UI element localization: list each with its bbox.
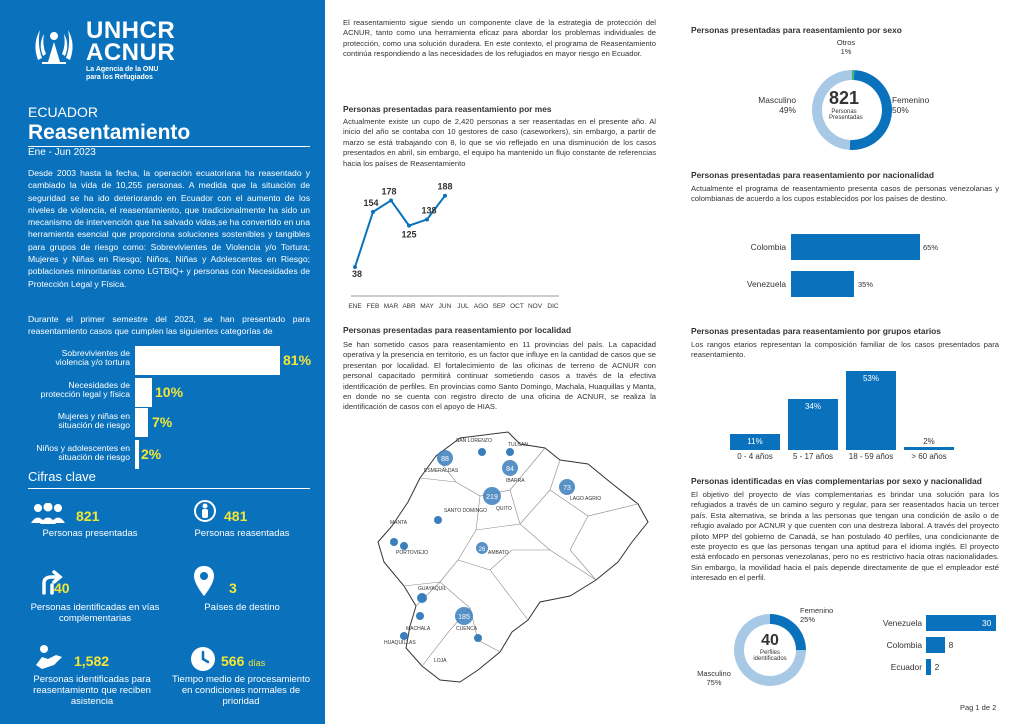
key-figure-label: Personas identificadas para reasentamiento que reciben asistencia [33,674,151,707]
data-label: 125 [401,229,417,240]
nationality-bar [791,271,854,297]
tick-label: JUN [438,303,452,310]
tick-label: AGO [473,303,489,310]
key-figure-value: 566 días [221,653,266,669]
data-label: 53% [862,373,879,383]
svg-text:AMBATO: AMBATO [488,550,509,556]
tick-label: JUL [457,303,469,310]
donut-label: Otros 1% [836,38,856,56]
donut-label: Femenino 25% [800,606,834,624]
key-figure-value: 481 [224,508,248,524]
date-label: Ene - Jun 2023 [28,147,96,158]
donut-center: 821 Personas Presentadas [828,88,863,121]
sex-chart-title: Personas presentadas para reasentamiento por sexo [691,25,902,35]
svg-text:QUITO: QUITO [496,506,512,512]
nationality-text: Actualmente el programa de reasentamiento presenta casos de personas venezolanas y colombianas de acuerdo a los cupos establecidos por los países de destino. [691,184,999,204]
complementary-bar-chart [864,615,1004,685]
svg-text:MANTA: MANTA [390,520,408,526]
category-label: Necesidades de protección legal y física [40,380,130,399]
donut-label: Masculino 49% [758,95,796,115]
svg-text:SANTO DOMINGO: SANTO DOMINGO [444,508,487,514]
data-label: 138 [421,205,437,216]
nationality-title: Personas presentadas para reasentamiento por nacionalidad [691,170,934,180]
assistance-hands-icon [34,643,64,678]
category-pct: 2% [141,446,162,462]
bar-value: 35% [858,280,874,289]
line-point [443,194,447,198]
svg-text:ESMERALDAS: ESMERALDAS [424,468,459,474]
key-figure-label: Personas reasentadas [194,528,290,539]
location-pin-icon [193,565,215,602]
svg-text:CUENCA: CUENCA [456,626,478,632]
category-pct: 7% [152,414,173,430]
key-figure-value: 40 [54,580,70,596]
page-number: Pag 1 de 2 [960,703,997,712]
svg-text:TULCAN: TULCAN [508,442,529,448]
tick-label: > 60 años [911,452,947,461]
map-marker-value: 73 [563,485,571,492]
data-label: 178 [381,186,397,197]
month-chart-title: Personas presentadas para reasentamiento por mes [343,104,552,114]
category-pct: 10% [155,384,184,400]
bar-label: Venezuela [882,618,922,628]
page-title: Reasentamiento [28,121,191,144]
category-bar [135,346,280,375]
intro-text: Desde 2003 hasta la fecha, la operación ecuatoriana ha reasentado y cambiado la vida de 10,255 personas. A medida que la situación de seguridad se ha ido deteriorando en Ecuador con el aumento de los niveles de violencia, el reasentamiento, que tradicionalmente ha sido un mecanismo de intervención que ha salvado vidas,se ha convertido en una herramienta esencial que proporciona soluciones sostenibles y tangibles para grupos de riesgo como: Sobrevivientes de Violencia y/o Tortura; Mujeres y Niñas en Riesgo; Niños, Niñas y Adolescentes en Riesgo; poblaciones minoritarias como LGTBIQ+ y personas con Necesidades de Protección Legal y Física. [28,168,310,289]
nationality-bar [791,234,920,260]
unhcr-logo-icon [28,20,80,77]
donut-label: Femenino 50% [892,95,930,115]
donut-label: Masculino 75% [697,669,731,687]
line-point [425,217,429,221]
map-marker-value: 84 [506,466,514,473]
tick-label: ENE [348,303,362,310]
tick-label: SEP [492,303,506,310]
key-figure-value: 821 [76,508,100,524]
data-label: 154 [363,197,379,208]
data-label: 2 [934,662,940,672]
key-figures-title: Cifras clave [28,469,96,484]
tick-label: 5 - 17 años [792,452,834,461]
tick-label: ABR [402,303,416,310]
month-chart-text: Actualmente existe un cupo de 2,420 personas a ser reasentadas en el presente año. Al inicio del año se contaba con 10 gestores de caso (caseworkers), sin embargo, a partir de marzo se está trabajando con 8, lo que se vio reflejado en una disminución de los casos presentados en abril, sin embargo, el equipo ha mantenido un flujo constante de referencias hacia los países de Reasentamiento [343,117,656,168]
category-label: Niños y adolescentes en situación de riesgo [36,443,130,462]
svg-text:HUAQUILLAS: HUAQUILLAS [384,640,416,646]
bar-value: 65% [923,243,939,252]
tick-label: MAY [420,303,434,310]
category-bar [135,378,152,407]
data-label: 38 [351,268,363,279]
svg-text:GUAYAQUIL: GUAYAQUIL [418,586,447,592]
bar-label: Colombia [886,640,922,650]
bar-label: Colombia [750,242,786,252]
line-point [407,224,411,228]
category-label: Mujeres y niñas en situación de riesgo [57,411,130,430]
key-figure-label: Personas identificadas en vías complementarias [30,602,160,624]
ecuador-map [360,430,660,700]
tick-label: 0 - 4 años [737,452,773,461]
svg-text:LAGO AGRIO: LAGO AGRIO [570,496,602,502]
svg-text:LOJA: LOJA [434,658,447,664]
age-bar [904,447,954,450]
key-figure-value: 3 [229,580,237,596]
month-line-chart [343,180,593,312]
age-text: Los rangos etarios representan la composición familiar de los casos presentados para reasentamiento. [691,340,999,360]
data-label: 2% [923,437,935,447]
key-figure-label: Tiempo medio de procesamiento en condiciones normales de prioridad [172,674,310,707]
category-bar [135,408,148,437]
complementary-title: Personas identificadas en vías complementarias por sexo y nacionalidad [691,476,982,486]
map-marker-value: 88 [441,456,449,463]
age-title: Personas presentadas para reasentamiento por grupos etarios [691,326,941,336]
data-label: 11% [747,436,763,446]
svg-text:SAN LORENZO: SAN LORENZO [456,438,492,444]
tick-label: DIC [547,303,559,310]
data-label: 8 [948,640,954,650]
map-marker-value: 185 [458,614,470,621]
line-point [389,198,393,202]
tick-label: OCT [510,303,524,310]
people-icon [30,503,66,530]
svg-text:IBARRA: IBARRA [506,478,525,484]
age-bar-chart [730,360,970,470]
line-point [371,210,375,214]
org-subtitle: La Agencia de la ONU para los Refugiados [86,66,159,81]
donut-center: 40 Perfiles identificados [753,632,787,662]
category-pct: 81% [283,352,312,368]
bar-label: Venezuela [746,279,786,289]
complementary-text: El objetivo del proyecto de vías complementarias es brindar una solución para los refugiados a través de un camino seguro y regular, para ser reasentados hacia un tercer país. Esta alternativa, se brinda a las personas que tengan una condición de asilo o de refugio avalado por ACNUR y que cuenten con una destreza laboral. A través del proyecto piloto MPP del gobierno de Canadá, se han postulado 40 perfiles, una condicionante de este proyecto es que las personas tengan una aptitud para el idioma inglés. El proyecto está enfocado en personas venezolanas, pero no es restrictivo hacia otras nacionalidades. Sin embargo, la movilidad hacia el país depende directamente de que el empleador esté interesado en el perfil. [691,490,999,583]
data-label: 34% [804,402,821,412]
left-panel [0,0,325,724]
vc-bar [926,659,931,675]
semester-text: Durante el primer semestre del 2023, se han presentado para reasentamiento casos que cumplen las siguientes categorías de [28,314,310,337]
key-figure-label: Personas presentadas [42,528,138,539]
country-label: ECUADOR [28,104,99,120]
tick-label: 18 - 59 años [848,452,894,461]
location-text: Se han sometido casos para reasentamiento en 11 provincias del país. La capacidad operativa y la presencia en territorio, es un factor que influye en la cantidad de casos que se presentan por localidad. El fortalecimiento de las oficinas de terreno de ACNUR con personal capacitado permitirá continuar sometiendo casos a través de la efectiva identificación de perfiles. En provincias como Santo Domingo, Machala, Huaquillas y Manta, en donde no se cuenta con registro directo de una oficina de ACNUR, se realiza la identificación de casos con el apoyo de HIAS. [343,340,656,412]
data-label: 188 [437,181,453,192]
svg-text:MACHALA: MACHALA [406,626,431,632]
tick-label: NOV [527,303,543,310]
category-bar [135,440,139,469]
category-label: Sobrevivientes de violencia y/o tortura [55,348,130,367]
key-figure-value: 1,582 [74,653,110,669]
tick-label: MAR [383,303,399,310]
svg-text:PORTOVIEJO: PORTOVIEJO [396,550,429,556]
map-marker-value: 26 [478,547,486,553]
bar-label: Ecuador [890,662,922,672]
intro-middle-text: El reasentamiento sigue siendo un componente clave de la estrategia de protección del ACNUR, tanto como una herramienta eficaz para abordar los problemas individuales de protección, como una solución duradera. En este contexto, el programa de Reasentamiento continúa respondiendo a las necesidades de los refugiados en mayor riesgo en Ecuador. [343,18,656,59]
key-figure-label: Países de destino [204,602,280,613]
map-marker-value: 219 [486,494,498,501]
vc-bar [926,637,945,653]
org-name: UNHCR ACNUR [86,17,176,66]
location-title: Personas presentadas para reasentamiento por localidad [343,325,572,335]
divider [28,488,310,489]
data-label: 30 [982,618,992,628]
tick-label: FEB [366,303,380,310]
